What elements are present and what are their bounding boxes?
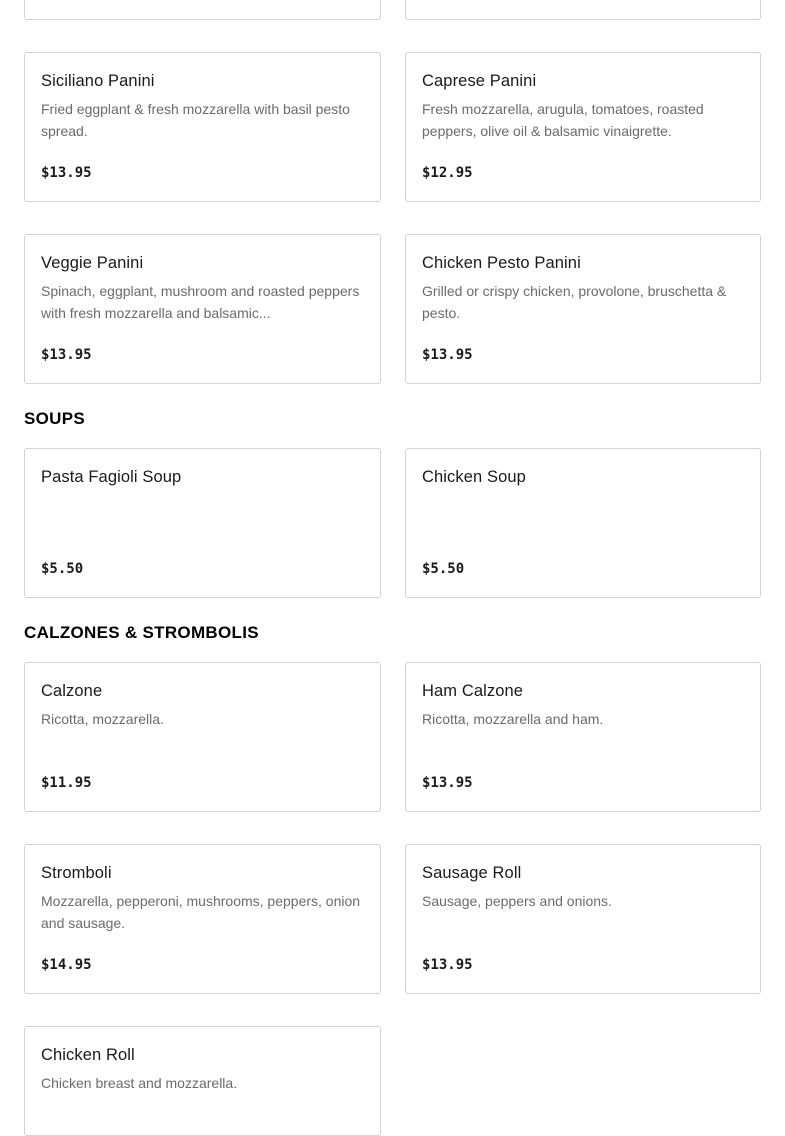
- item-name: Chicken Roll: [41, 1046, 135, 1064]
- menu-item-ham-calzone[interactable]: [405, 662, 761, 812]
- item-price: $11.95: [41, 775, 92, 791]
- menu-item-veggie-panini[interactable]: [24, 234, 381, 384]
- item-price: $5.50: [41, 561, 84, 577]
- item-name: Calzone: [41, 682, 103, 700]
- item-name: Stromboli: [41, 864, 112, 882]
- item-price: $13.95: [41, 347, 92, 363]
- menu-item-chicken-roll[interactable]: [24, 1026, 381, 1136]
- item-name: Sausage Roll: [422, 864, 522, 882]
- item-price: $13.95: [422, 347, 473, 363]
- item-description: Fried eggplant & fresh mozzarella with basil pesto spread.: [41, 101, 350, 139]
- menu-item-card[interactable]: [24, 0, 381, 20]
- item-description: Chicken breast and mozzarella.: [41, 1075, 238, 1091]
- menu-item-card[interactable]: [405, 0, 761, 20]
- item-description: Sausage, peppers and onions.: [422, 893, 612, 909]
- item-price: $13.95: [41, 165, 92, 181]
- menu-item-caprese-panini[interactable]: [405, 52, 761, 202]
- menu-item-sausage-roll[interactable]: [405, 844, 761, 994]
- menu-item-chicken-pesto-panini[interactable]: [405, 234, 761, 384]
- section-title-soups: SOUPS: [24, 409, 86, 428]
- item-name: Chicken Pesto Panini: [422, 254, 581, 272]
- item-description: Mozzarella, pepperoni, mushrooms, peppers, onion and sausage.: [41, 893, 361, 931]
- item-price: $14.95: [41, 957, 92, 973]
- item-name: Chicken Soup: [422, 468, 526, 486]
- menu-item-chicken-soup[interactable]: [405, 448, 761, 598]
- item-description: Fresh mozzarella, arugula, tomatoes, roasted peppers, olive oil & balsamic vinaigrette.: [422, 101, 704, 139]
- item-description: Ricotta, mozzarella and ham.: [422, 711, 604, 727]
- item-price: $13.95: [422, 957, 473, 973]
- item-name: Veggie Panini: [41, 254, 144, 272]
- item-description: Spinach, eggplant, mushroom and roasted peppers with fresh mozzarella and balsamic...: [41, 283, 360, 321]
- menu-item-siciliano-panini[interactable]: [24, 52, 381, 202]
- item-name: Ham Calzone: [422, 682, 524, 700]
- item-price: $13.95: [422, 775, 473, 791]
- item-name: Siciliano Panini: [41, 72, 155, 90]
- section-title-calzones: CALZONES & STROMBOLIS: [24, 623, 259, 642]
- item-price: $5.50: [422, 561, 465, 577]
- item-price: $12.95: [422, 165, 473, 181]
- item-name: Pasta Fagioli Soup: [41, 468, 182, 486]
- menu-item-calzone[interactable]: [24, 662, 381, 812]
- menu-item-stromboli[interactable]: [24, 844, 381, 994]
- item-description: Grilled or crispy chicken, provolone, bruschetta & pesto.: [422, 283, 727, 321]
- menu-item-pasta-fagioli-soup[interactable]: [24, 448, 381, 598]
- item-description: Ricotta, mozzarella.: [41, 711, 164, 727]
- item-name: Caprese Panini: [422, 72, 537, 90]
